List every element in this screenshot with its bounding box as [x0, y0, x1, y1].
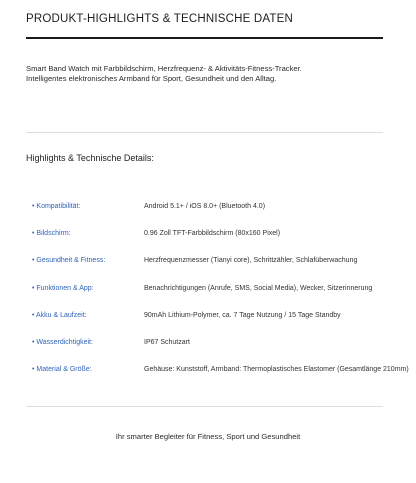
spec-label: • Wasserdichtigkeit: — [32, 339, 93, 346]
intro-line-1: Smart Band Watch mit Farbbildschirm, Herzfrequenz- & Aktivitäts-Fitness-Tracker. — [26, 64, 302, 73]
spec-row-screen — [32, 228, 416, 240]
header-divider — [26, 37, 383, 39]
section-divider-top — [26, 132, 383, 133]
section-title: Highlights & Technische Details: — [26, 153, 154, 163]
spec-value: IP67 Schutzart — [144, 339, 190, 346]
spec-label: • Material & Größe: — [32, 366, 92, 373]
spec-row-health — [32, 255, 416, 267]
spec-row-functions — [32, 283, 416, 295]
spec-label: • Funktionen & App: — [32, 285, 94, 292]
spec-value: Gehäuse: Kunststoff, Armband: Thermoplastisches Elastomer (Gesamtlänge 210mm) — [144, 366, 409, 373]
spec-value: 90mAh Lithium-Polymer, ca. 7 Tage Nutzung / 15 Tage Standby — [144, 312, 341, 319]
spec-label: • Gesundheit & Fitness: — [32, 257, 106, 264]
footer-tagline: Ihr smarter Begleiter für Fitness, Sport und Gesundheit — [115, 432, 301, 441]
spec-value: 0.96 Zoll TFT-Farbbildschirm (80x160 Pixel) — [144, 230, 281, 237]
spec-label: • Kompatibilität: — [32, 203, 81, 210]
intro-text — [26, 64, 386, 84]
intro-line-2: Intelligentes elektronisches Armband für Sport, Gesundheit und den Alltag. — [26, 74, 277, 83]
spec-row-material — [32, 364, 416, 376]
spec-value: Android 5.1+ / iOS 8.0+ (Bluetooth 4.0) — [144, 203, 266, 210]
page-title: PRODUKT-HIGHLIGHTS & TECHNISCHE DATEN — [26, 13, 294, 25]
spec-row-battery — [32, 310, 416, 322]
spec-value: Herzfrequenzmesser (Tianyi core), Schrittzähler, Schlafüberwachung — [144, 257, 358, 264]
spec-row-waterproof — [32, 337, 416, 349]
spec-value: Benachrichtigungen (Anrufe, SMS, Social Media), Wecker, Sitzerinnerung — [144, 285, 373, 292]
spec-label: • Akku & Laufzeit: — [32, 312, 87, 319]
section-divider-bottom — [26, 406, 383, 407]
spec-label: • Bildschirm: — [32, 230, 71, 237]
spec-row-compatibility — [32, 201, 416, 213]
